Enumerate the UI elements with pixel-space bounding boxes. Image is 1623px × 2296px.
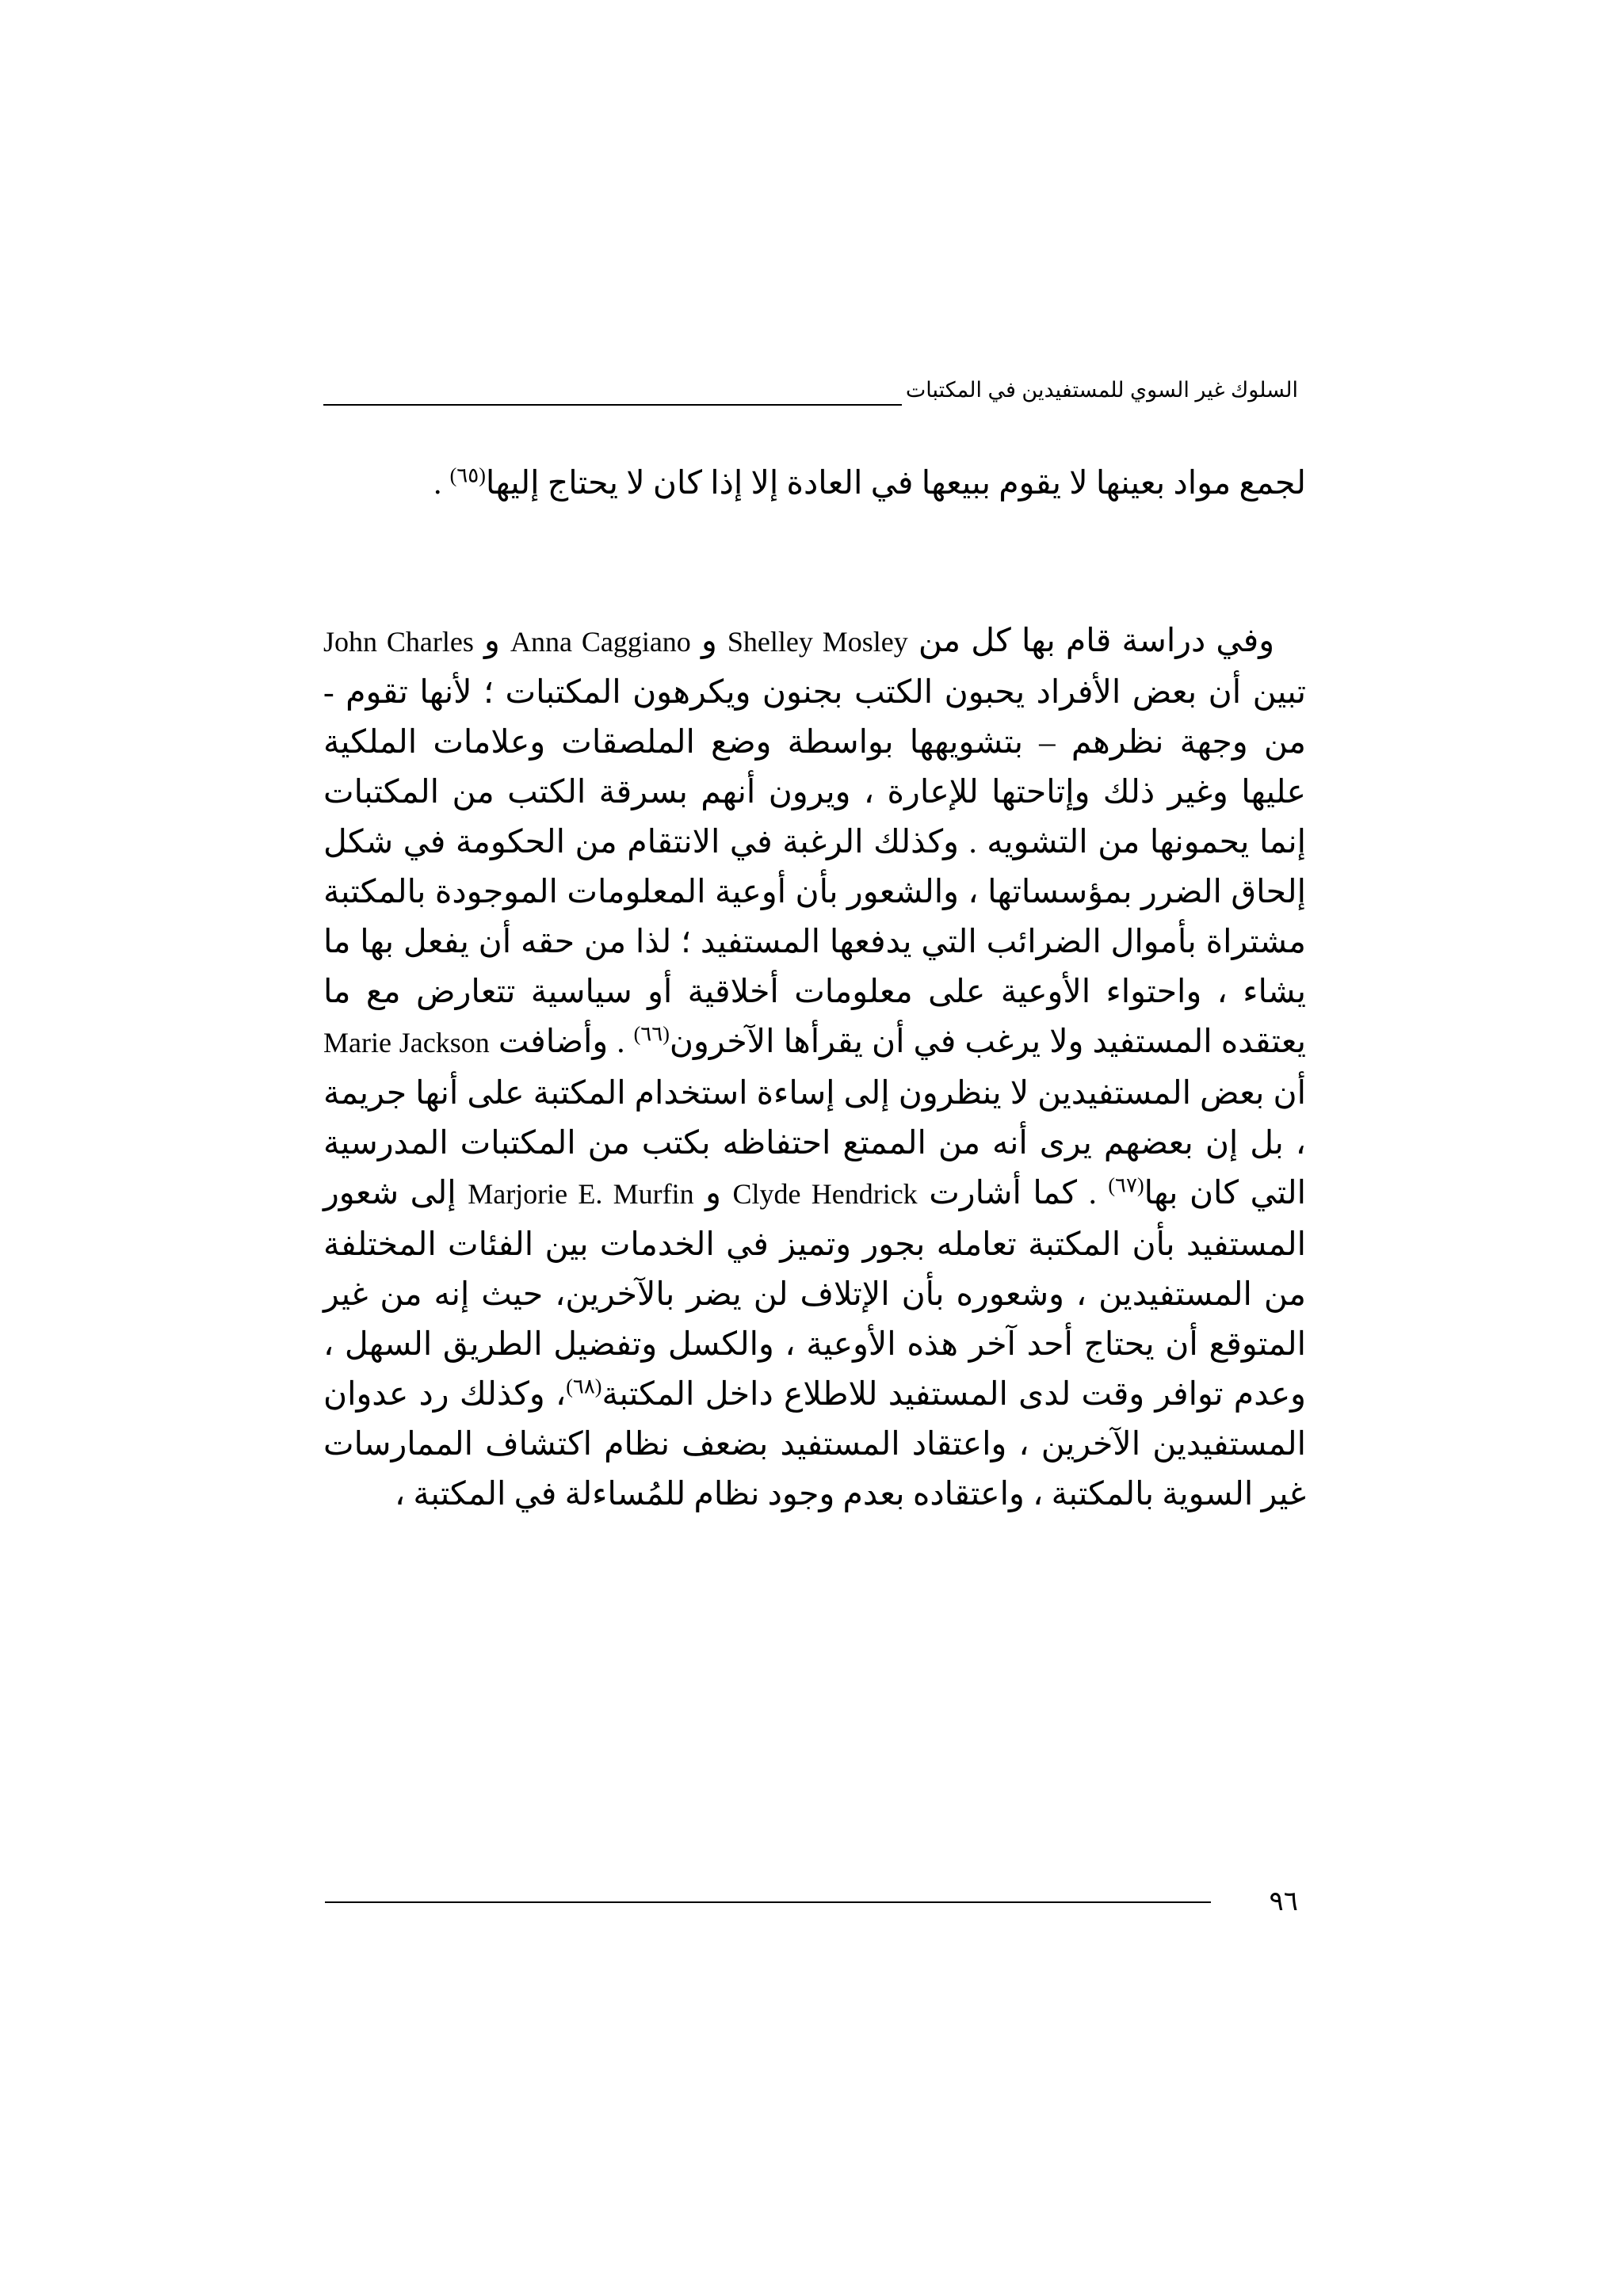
paragraph-text-7: ، وكذلك رد عدوان المستفيدين الآخرين ، واعتقاد المستفيد بضعف نظام اكتشاف الممارسات غير السوية بالمكتبة ، واعتقاده بعدم وجود نظام للمُساءلة في المكتبة ، bbox=[323, 1375, 1306, 1512]
author-name-john-charles: John Charles bbox=[323, 626, 474, 658]
paragraph-text-2: تبين أن بعض الأفراد يحبون الكتب بجنون ويكرهون المكتبات ؛ لأنها تقوم - من وجهة نظرهم – بتشويهها بواسطة وضع الملصقات وعلامات الملكية عليها وغير ذلك وإتاحتها للإعارة ، ويرون أنهم بسرقة الكتب من المكتبات إنما يحمونها من التشويه . وكذلك الرغبة في الانتقام من الحكومة في شكل إلحاق الضرر بمؤسساتها ، والشعور بأن أوعية المعلومات الموجودة بالمكتبة مشتراة بأموال الضرائب التي يدفعها المستفيد ؛ لذا من حقه أن يفعل بها ما يشاء ، واحتواء الأوعية على معلومات أخلاقية أو سياسية تتعارض مع ما يعتقده المستفيد ولا يرغب في أن يقرأها الآخرون bbox=[323, 673, 1307, 1059]
page-number: ٩٦ bbox=[1269, 1886, 1298, 1917]
header-rule bbox=[323, 404, 902, 406]
conjunction-2: و bbox=[473, 622, 510, 658]
author-name-marie-jackson: Marie Jackson bbox=[323, 1027, 490, 1058]
author-name-shelley-mosley: Shelley Mosley bbox=[727, 626, 908, 658]
conjunction-1: و bbox=[690, 622, 727, 658]
footnote-ref-67: (٦٧) bbox=[1108, 1173, 1144, 1197]
running-header bbox=[323, 374, 1298, 412]
continuation-line bbox=[323, 458, 1306, 508]
paragraph-text-6: إلى شعور المستفيد بأن المكتبة تعامله بجور وتميز في الخدمات بين الفئات المختلفة من المستفيدين ، وشعوره بأن الإتلاف لن يضر بالآخرين، حيث إنه من غير المتوقع أن يحتاج أحد آخر هذه الأوعية ، والكسل وتفضيل الطريق السهل ، وعدم توافر وقت لدى المستفيد للاطلاع داخل المكتبة bbox=[323, 1174, 1306, 1412]
running-title: السلوك غير السوي للمستفيدين في المكتبات bbox=[905, 378, 1298, 402]
continuation-end: . bbox=[433, 464, 450, 501]
footer-rule bbox=[325, 1901, 1211, 1903]
page-footer bbox=[325, 1884, 1298, 1924]
paragraph-text-1: وفي دراسة قام بها كل من bbox=[907, 622, 1274, 658]
paragraph-text-3: . وأضافت bbox=[489, 1023, 634, 1059]
paragraph-text-5: . كما أشارت bbox=[917, 1174, 1109, 1211]
footnote-ref-66: (٦٦) bbox=[633, 1022, 670, 1046]
body-text bbox=[323, 458, 1306, 1519]
paragraph-text-4: أن بعض المستفيدين لا ينظرون إلى إساءة استخدام المكتبة على أنها جريمة ، بل إن بعضهم يرى أنه من الممتع احتفاظه بكتب من المكتبات المدرسية التي كان بها bbox=[323, 1074, 1306, 1211]
author-name-clyde-hendrick: Clyde Hendrick bbox=[732, 1178, 918, 1210]
main-paragraph bbox=[323, 616, 1306, 1519]
author-name-marjorie-murfin: Marjorie E. Murfin bbox=[468, 1178, 694, 1210]
author-name-anna-caggiano: Anna Caggiano bbox=[510, 626, 691, 658]
conjunction-3: و bbox=[693, 1174, 733, 1211]
footnote-ref-65: (٦٥) bbox=[449, 463, 486, 487]
continuation-text: لجمع مواد بعينها لا يقوم ببيعها في العادة إلا إذا كان لا يحتاج إليها bbox=[485, 464, 1306, 501]
footnote-ref-68: (٦٨) bbox=[566, 1375, 602, 1398]
